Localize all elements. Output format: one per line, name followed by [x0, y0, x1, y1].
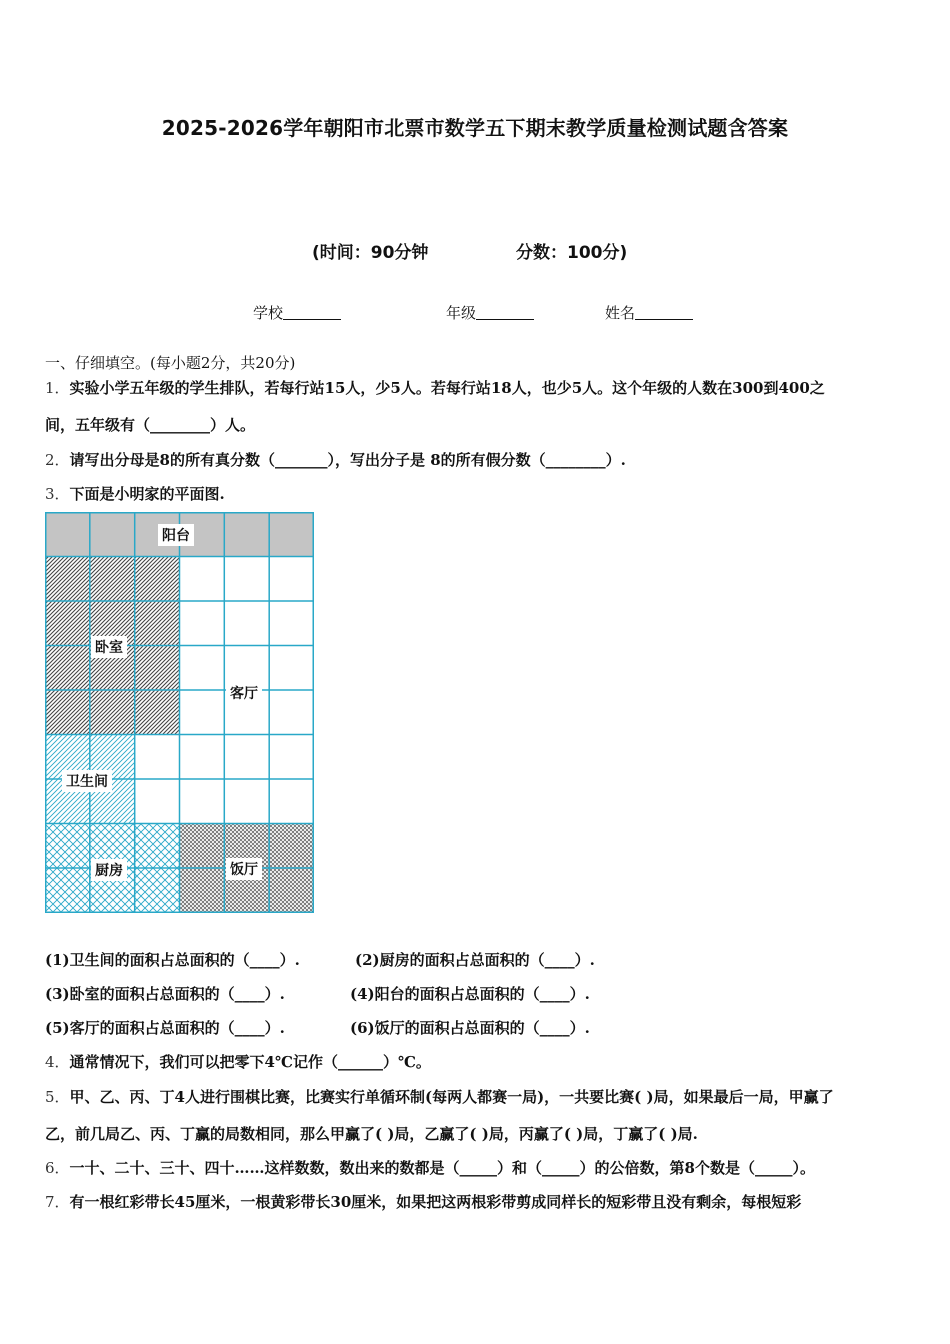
sub-question-4: (4)阳台的面积占总面积的（____）. — [350, 985, 590, 1003]
question-1: 1．实验小学五年级的学生排队，若每行站15人，少5人。若每行站18人，也少5人。这个年级的人数在300到400之 — [45, 379, 825, 397]
school-blank[interactable] — [283, 305, 341, 320]
bedroom-label: 卧室 — [91, 636, 127, 658]
name-field — [605, 302, 693, 323]
sub-question-5: (5)客厅的面积占总面积的（____）. — [45, 1019, 285, 1037]
bathroom-label: 卫生间 — [62, 770, 112, 792]
sub-question-6: (6)饭厅的面积占总面积的（____）. — [350, 1019, 590, 1037]
school-label: 学校 — [253, 304, 284, 322]
grade-blank[interactable] — [476, 305, 534, 320]
question-5: 5．甲、乙、丙、丁4人进行围棋比赛，比赛实行单循环制(每两人都赛一局)，一共要比赛( )局，如果最后一局，甲赢了 — [45, 1088, 834, 1106]
school-field — [253, 302, 341, 323]
name-blank[interactable] — [635, 305, 693, 320]
sub-question-1: (1)卫生间的面积占总面积的（____）. — [45, 951, 300, 969]
floor-plan-grid — [45, 512, 314, 913]
balcony-label: 阳台 — [158, 524, 194, 546]
question-1-line2: 间，五年级有（________）人。 — [45, 416, 256, 434]
page-title: 2025-2026学年朝阳市北票市数学五下期末教学质量检测试题含答案 — [161, 116, 789, 140]
question-2: 2．请写出分母是8的所有真分数（_______），写出分子是 8的所有假分数（________）. — [45, 451, 626, 469]
kitchen-label: 厨房 — [91, 859, 127, 881]
section-heading: 一、仔细填空。(每小题2分，共20分) — [45, 354, 296, 372]
name-label: 姓名 — [605, 304, 636, 322]
floor-plan — [45, 512, 314, 913]
question-5-line2: 乙，前几局乙、丙、丁赢的局数相同，那么甲赢了( )局，乙赢了( )局，丙赢了( )局，丁赢了( )局. — [45, 1125, 698, 1143]
question-7: 7．有一根红彩带长45厘米，一根黄彩带长30厘米，如果把这两根彩带剪成同样长的短彩带且没有剩余，每根短彩 — [45, 1193, 802, 1211]
grade-label: 年级 — [446, 304, 477, 322]
living-room-label: 客厅 — [226, 682, 262, 704]
sub-question-3: (3)卧室的面积占总面积的（____）. — [45, 985, 285, 1003]
question-4: 4．通常情况下，我们可以把零下4℃记作（______）℃。 — [45, 1053, 431, 1071]
dining-room-label: 饭厅 — [226, 858, 262, 880]
question-6: 6．一十、二十、三十、四十……这样数数，数出来的数都是（_____）和（_____）的公倍数，第8个数是（_____）。 — [45, 1159, 815, 1177]
exam-score: 分数：100分) — [516, 243, 628, 263]
sub-question-2: (2)厨房的面积占总面积的（____）. — [355, 951, 595, 969]
grade-field — [446, 302, 534, 323]
question-3: 3．下面是小明家的平面图. — [45, 485, 225, 503]
exam-time: (时间：90分钟 — [312, 243, 429, 263]
